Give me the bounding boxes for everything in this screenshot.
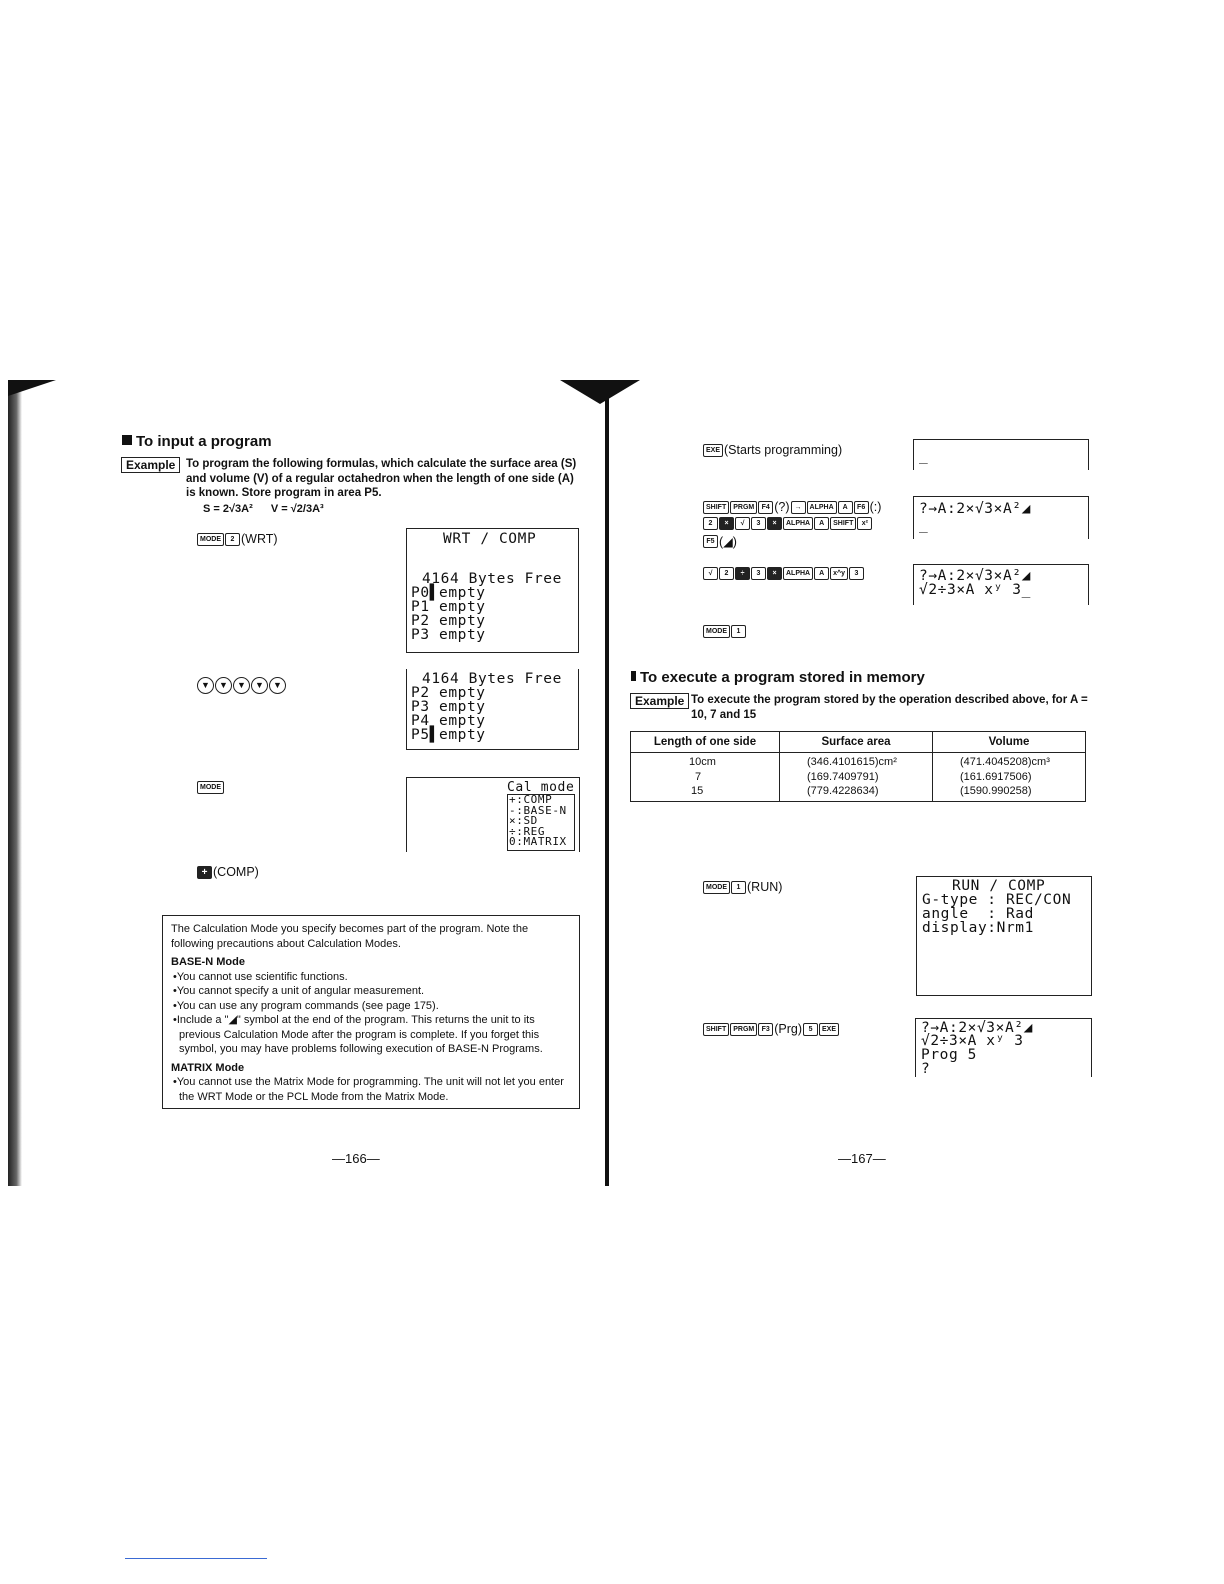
- key-mode: MODE: [703, 625, 730, 638]
- cursor-down-icon: ▼: [233, 677, 250, 694]
- key-prgm: PRGM: [730, 501, 757, 514]
- lcd-p5-row: P2 empty: [411, 685, 486, 701]
- key-alpha: ALPHA: [807, 501, 837, 514]
- lcd-screen-line2: [913, 564, 1089, 605]
- lcd-screen-p5: [406, 669, 579, 750]
- octahedron-table: [630, 731, 1086, 802]
- step-mode-wrt: [197, 532, 278, 546]
- key-mode: MODE: [197, 533, 224, 546]
- lcd-prog-row: ?→A:2×√3×A²◢: [921, 1020, 1033, 1036]
- table-cell: (169.7409791): [780, 770, 933, 785]
- key-multiply: ×: [767, 567, 782, 580]
- calmode-menu: [507, 794, 575, 851]
- lcd-wrt-row: P3 empty: [411, 627, 486, 643]
- cursor-down-icon: ▼: [215, 677, 232, 694]
- section-title-text: To execute a program stored in memory: [640, 669, 925, 686]
- left-example-label: [121, 456, 180, 474]
- table-row: [631, 770, 1086, 785]
- input-disp-label: (◢): [719, 535, 737, 549]
- calmode-item-comp: +:COMP: [509, 793, 553, 806]
- key-prgm: PRGM: [730, 1023, 757, 1036]
- key-3: 3: [751, 517, 766, 530]
- calculation-mode-note: [162, 915, 580, 1109]
- example-label: Example: [630, 693, 689, 709]
- calmode-item-matrix: 0:MATRIX: [509, 835, 567, 849]
- input-line-1: [703, 500, 881, 514]
- table-cell: 15: [631, 784, 780, 801]
- lcd-screen-calmode: [406, 777, 580, 852]
- table-cell: (346.4101615)cm²: [780, 753, 933, 770]
- key-mode: MODE: [703, 881, 730, 894]
- table-cell: (471.4045208)cm³: [933, 753, 1086, 770]
- page-edge-shadow: [8, 380, 22, 1186]
- key-x-squared: x²: [857, 517, 872, 530]
- key-f5: F5: [703, 535, 718, 548]
- note-basen-item: •You can use any program commands (see page 175).: [173, 999, 439, 1012]
- cursor-down-sequence: [197, 675, 287, 694]
- lcd-wrt-title: WRT / COMP: [443, 531, 537, 547]
- cursor-down-icon: ▼: [197, 677, 214, 694]
- key-divide: ÷: [735, 567, 750, 580]
- key-a: A: [838, 501, 853, 514]
- key-mode: MODE: [197, 781, 224, 794]
- lcd-prog-row: √2÷3×A xʸ 3: [921, 1033, 1024, 1049]
- section-title-execute-program: [631, 669, 925, 686]
- binding-shadow: [560, 380, 640, 404]
- key-sqrt: √: [703, 567, 718, 580]
- note-basen-heading: BASE-N Mode: [171, 956, 245, 968]
- key-2: 2: [719, 567, 734, 580]
- lcd-screen-line1: [913, 496, 1089, 539]
- lcd-screen-run: [916, 876, 1092, 996]
- key-exe: EXE: [703, 444, 723, 457]
- lcd-screen-wrt: [406, 528, 579, 653]
- key-3: 3: [751, 567, 766, 580]
- lcd-calmode-title: Cal mode: [507, 780, 575, 795]
- input-colon-label: (:): [869, 500, 882, 514]
- lcd-wrt-row: P1 empty: [411, 599, 486, 615]
- note-intro: The Calculation Mode you specify becomes part of the program. Note the following precautions about Calculation Modes.: [171, 923, 529, 950]
- key-a: A: [814, 517, 829, 530]
- table-header: Surface area: [780, 732, 933, 753]
- key-shift: SHIFT: [830, 517, 856, 530]
- key-shift: SHIFT: [703, 501, 729, 514]
- page-number-166: —166—: [332, 1151, 380, 1166]
- note-basen-item: •You cannot specify a unit of angular measurement.: [173, 985, 425, 997]
- plus-key-icon: +: [197, 866, 212, 879]
- lcd-run-row: RUN / COMP: [952, 878, 1046, 894]
- cursor-down-icon: ▼: [251, 677, 268, 694]
- key-f4: F4: [758, 501, 773, 514]
- binding-line: [605, 382, 609, 1186]
- lcd-line2-row: √2÷3×A xʸ 3_: [919, 582, 1031, 598]
- key-3: 3: [849, 567, 864, 580]
- formula-surface: S = 2√3A²: [203, 503, 253, 515]
- right-example-label: [630, 692, 689, 710]
- right-example-text: To execute the program stored by the operation described above, for A = 10, 7 and 15: [691, 694, 1088, 721]
- key-f3: F3: [758, 1023, 773, 1036]
- note-matrix-item: •You cannot use the Matrix Mode for programming. The unit will not let you enter the WRT Mode or the PCL Mode from the Matrix Mode.: [173, 1076, 564, 1103]
- calmode-item-reg: ÷:REG: [509, 824, 546, 838]
- section-title-input-program: [122, 433, 272, 450]
- key-shift: SHIFT: [703, 1023, 729, 1036]
- step-mode-1: [703, 625, 746, 638]
- right-section-header: [631, 669, 925, 686]
- left-section-header: [122, 433, 272, 450]
- example-label: Example: [121, 457, 180, 473]
- results-table: [630, 731, 1086, 802]
- step-exe-text: (Starts programming): [724, 443, 843, 457]
- square-bullet-icon: [631, 671, 636, 681]
- lcd-start-cursor: _: [919, 448, 929, 464]
- table-cell: (161.6917506): [933, 770, 1086, 785]
- lcd-p5-bytes: 4164 Bytes Free: [422, 671, 562, 687]
- key-arrow: →: [791, 501, 806, 514]
- table-row: [631, 784, 1086, 801]
- lcd-p5-row: P4 empty: [411, 713, 486, 729]
- key-2: 2: [225, 533, 240, 546]
- key-exe: EXE: [819, 1023, 839, 1036]
- lcd-wrt-bytes: 4164 Bytes Free: [422, 571, 562, 587]
- input-line-2: [703, 517, 872, 530]
- step-comp-label: (COMP): [213, 865, 259, 879]
- step-prog-5: [703, 1022, 839, 1036]
- key-sqrt: √: [735, 517, 750, 530]
- lcd-run-row: G-type : REC/CON: [922, 892, 1072, 908]
- key-1: 1: [731, 625, 746, 638]
- step-prg-label: (Prg): [774, 1022, 803, 1036]
- table-cell: 7: [631, 770, 780, 785]
- key-alpha: ALPHA: [783, 517, 813, 530]
- lcd-run-row: angle : Rad: [922, 906, 1034, 922]
- lcd-p5-row: P5▌empty: [411, 727, 486, 743]
- step-comp: [197, 865, 259, 879]
- key-x-power-y: x^y: [830, 567, 848, 580]
- table-row: [631, 753, 1086, 770]
- key-5: 5: [803, 1023, 818, 1036]
- table-header: Volume: [933, 732, 1086, 753]
- lcd-wrt-row: P0▌empty: [411, 585, 486, 601]
- step-mode: [197, 781, 224, 794]
- key-1: 1: [731, 881, 746, 894]
- section-title-text: To input a program: [136, 433, 272, 450]
- key-multiply: ×: [767, 517, 782, 530]
- formula-volume: V = √2/3A³: [270, 503, 324, 515]
- lcd-line1-row: ?→A:2×√3×A²◢: [919, 501, 1031, 517]
- step-wrt-label: (WRT): [241, 532, 278, 546]
- note-basen-item: •Include a "◢" symbol at the end of the program. This returns the unit to its previous Calculation Mode after the program is complete. If you forget this symbol, you may have problems following execution of BASE-N Programs.: [173, 1014, 543, 1055]
- step-run-label: (RUN): [747, 880, 783, 894]
- step-exe-start: [703, 443, 842, 457]
- table-header: Length of one side: [631, 732, 780, 753]
- table-cell: (1590.990258): [933, 784, 1086, 801]
- note-basen-item: •You cannot use scientific functions.: [173, 970, 348, 983]
- calmode-item-basen: -:BASE-N: [509, 803, 567, 817]
- key-a: A: [814, 567, 829, 580]
- lcd-prog-row: Prog 5: [921, 1047, 977, 1063]
- key-2: 2: [703, 517, 718, 530]
- lcd-wrt-row: P2 empty: [411, 613, 486, 629]
- cursor-down-icon: ▼: [269, 677, 286, 694]
- input-line-3: [703, 534, 737, 549]
- lcd-line2-row: ?→A:2×√3×A²◢: [919, 568, 1031, 584]
- note-matrix-heading: MATRIX Mode: [171, 1061, 245, 1074]
- key-f6: F6: [854, 501, 869, 514]
- step-mode-run: [703, 880, 782, 894]
- lcd-p5-row: P3 empty: [411, 699, 486, 715]
- key-alpha: ALPHA: [783, 567, 813, 580]
- key-multiply: ×: [719, 517, 734, 530]
- input-question-label: (?): [774, 500, 790, 514]
- input-line-4: [703, 567, 864, 580]
- lcd-run-row: display:Nrm1: [922, 920, 1034, 936]
- footnote-rule: [125, 1558, 267, 1559]
- lcd-prog-row: ?: [921, 1061, 931, 1077]
- table-cell: 10cm: [631, 753, 780, 770]
- calmode-item-sd: ×:SD: [509, 814, 538, 828]
- table-cell: (779.4228634): [780, 784, 933, 801]
- left-example-text: To program the following formulas, which calculate the surface area (S) and volume (V) of a regular octahedron when the length of one side (A) is known. Store program in area P5.: [186, 458, 577, 499]
- lcd-screen-prog: [915, 1018, 1092, 1077]
- formulas: [203, 503, 324, 515]
- lcd-line1-row: _: [919, 517, 929, 533]
- square-bullet-icon: [122, 435, 132, 445]
- lcd-screen-start: [913, 439, 1089, 470]
- page-number-167: —167—: [838, 1151, 886, 1166]
